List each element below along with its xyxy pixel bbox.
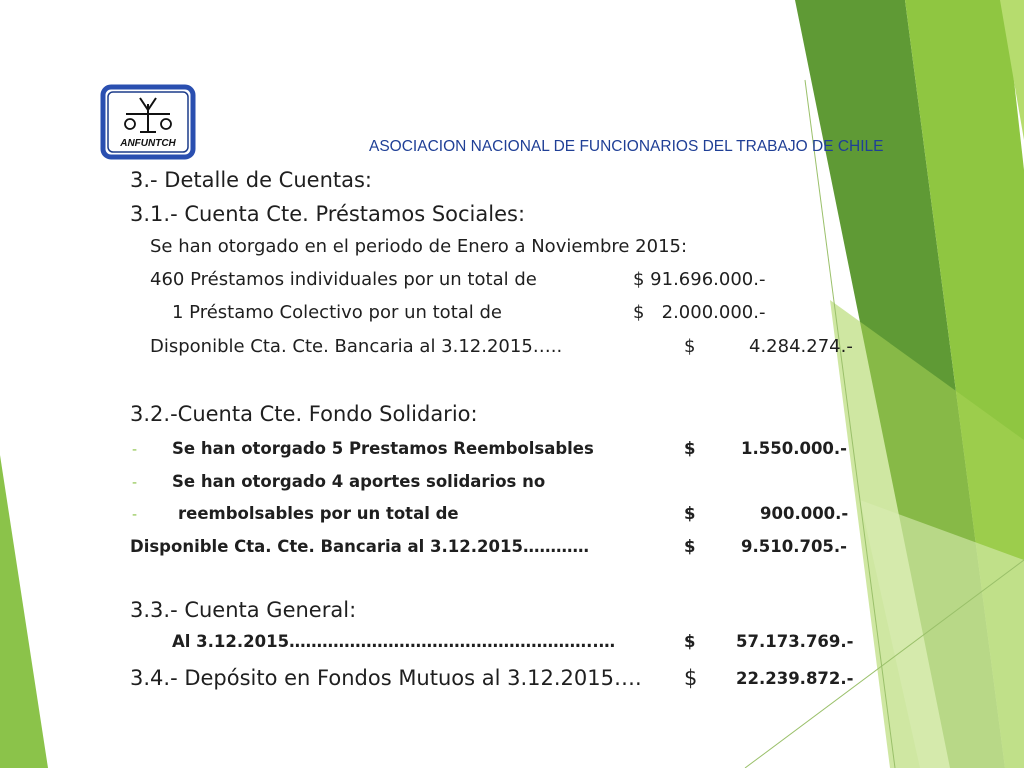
s1-intro: Se han otorgado en el periodo de Enero a Noviembre 2015: bbox=[150, 236, 688, 257]
s2-item1-currency: $ bbox=[684, 439, 696, 458]
s1-row1-label: 460 Préstamos individuales por un total de bbox=[150, 269, 537, 290]
s4-title: 3.4.- Depósito en Fondos Mutuos al 3.12.2015…. bbox=[130, 666, 642, 690]
s3-row-amount: 57.173.769.- bbox=[736, 632, 854, 651]
organization-name: ASOCIACION NACIONAL DE FUNCIONARIOS DEL TRABAJO DE CHILE bbox=[369, 138, 884, 155]
s4-amount: 22.239.872.- bbox=[736, 669, 854, 688]
s4-currency: $ bbox=[684, 666, 698, 690]
s1-row3-label: Disponible Cta. Cte. Bancaria al 3.12.2015….. bbox=[150, 336, 563, 357]
s2-item3-label: reembolsables por un total de bbox=[178, 504, 459, 523]
anfuntch-logo bbox=[100, 84, 196, 160]
s2-title: 3.2.-Cuenta Cte. Fondo Solidario: bbox=[130, 402, 478, 426]
bullet-dash: - bbox=[132, 475, 138, 491]
s1-title: 3.1.- Cuenta Cte. Préstamos Sociales: bbox=[130, 202, 526, 226]
s2-item1-label: Se han otorgado 5 Prestamos Reembolsables bbox=[172, 439, 594, 458]
s1-row2-amount: $ 2.000.000.- bbox=[633, 302, 766, 323]
s2-item3-amount: 900.000.- bbox=[760, 504, 849, 523]
s2-available-label: Disponible Cta. Cte. Bancaria al 3.12.2015………… bbox=[130, 537, 589, 556]
s3-title: 3.3.- Cuenta General: bbox=[130, 598, 357, 622]
s1-row1-amount: $ 91.696.000.- bbox=[633, 269, 766, 290]
s2-available-amount: 9.510.705.- bbox=[741, 537, 848, 556]
s3-row-currency: $ bbox=[684, 632, 696, 651]
s1-row3-amount: 4.284.274.- bbox=[749, 336, 853, 357]
section-title: 3.- Detalle de Cuentas: bbox=[130, 168, 372, 192]
s1-row3-currency: $ bbox=[684, 336, 696, 357]
s2-available-currency: $ bbox=[684, 537, 696, 556]
s3-row-label: Al 3.12.2015………………………………………………..… bbox=[172, 632, 616, 651]
s1-row2-label: 1 Préstamo Colectivo por un total de bbox=[172, 302, 503, 323]
s2-item1-amount: 1.550.000.- bbox=[741, 439, 848, 458]
bullet-dash: - bbox=[132, 507, 138, 523]
svg-text:ANFUNTCH: ANFUNTCH bbox=[120, 138, 176, 149]
left-green-stripe bbox=[0, 455, 48, 768]
bullet-dash: - bbox=[132, 442, 138, 458]
s2-item2-label: Se han otorgado 4 aportes solidarios no bbox=[172, 472, 546, 491]
s2-item3-currency: $ bbox=[684, 504, 696, 523]
